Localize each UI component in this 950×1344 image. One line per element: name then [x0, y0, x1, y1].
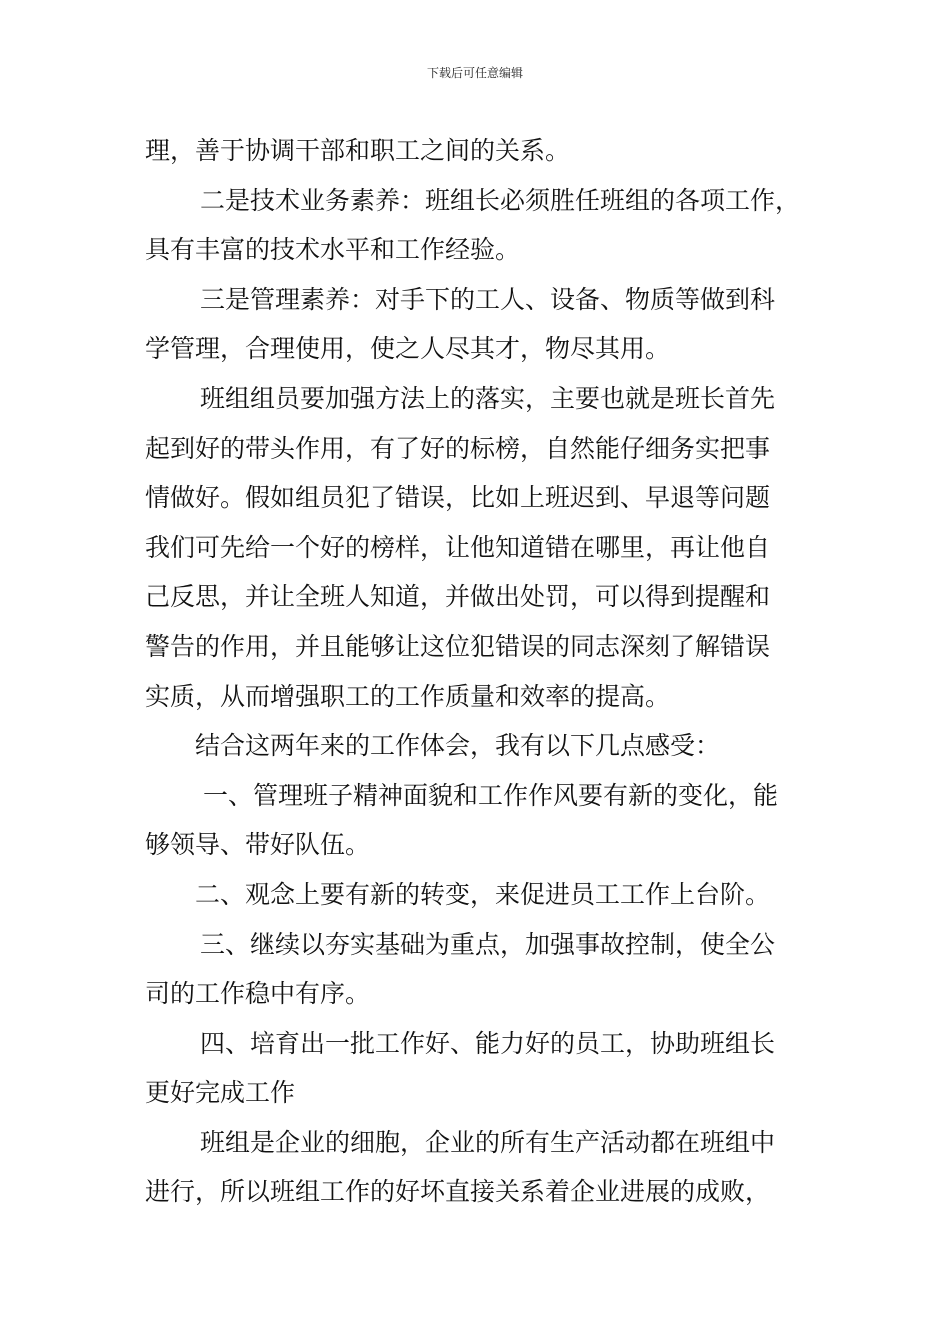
text-line: 班组是企业的细胞，企业的所有生产活动都在班组中	[200, 1127, 776, 1157]
text-line: 结合这两年来的工作体会，我有以下几点感受：	[195, 731, 721, 761]
document-body	[145, 126, 815, 1217]
text-line: 够领导、带好队伍。	[145, 830, 371, 860]
text-line: 警告的作用，并且能够让这位犯错误的同志深刻了解错误	[145, 631, 771, 661]
text-line: 学管理，合理使用，使之人尽其才，物尽其用。	[145, 334, 671, 364]
text-line: 具有丰富的技术水平和工作经验。	[145, 235, 521, 265]
text-line: 实质，从而增强职工的工作质量和效率的提高。	[145, 681, 671, 711]
page-header-note: 下载后可任意编辑	[426, 66, 523, 80]
text-line: 进行，所以班组工作的好坏直接关系着企业进展的成败，	[145, 1177, 771, 1207]
text-line: 四、培育出一批工作好、能力好的员工，协助班组长	[200, 1028, 776, 1058]
text-line: 司的工作稳中有序。	[145, 979, 371, 1009]
text-line: 情做好。假如组员犯了错误，比如上班迟到、早退等问题	[145, 483, 771, 513]
text-line: 起到好的带头作用，有了好的标榜，自然能仔细务实把事	[145, 433, 771, 463]
text-line: 二是技术业务素养：班组长必须胜任班组的各项工作，	[200, 185, 801, 215]
text-line: 一、管理班子精神面貌和工作作风要有新的变化，能	[203, 780, 779, 810]
text-line: 二、观念上要有新的转变，来促进员工工作上台阶。	[195, 879, 771, 909]
text-line: 三、继续以夯实基础为重点，加强事故控制，使全公	[200, 929, 776, 959]
text-line: 我们可先给一个好的榜样，让他知道错在哪里，再让他自	[145, 532, 771, 562]
text-line: 班组组员要加强方法上的落实，主要也就是班长首先	[200, 383, 776, 413]
text-line: 更好完成工作	[145, 1078, 296, 1108]
text-line: 理，善于协调干部和职工之间的关系。	[145, 136, 571, 165]
text-line: 己反思，并让全班人知道，并做出处罚，可以得到提醒和	[145, 582, 771, 612]
text-line: 三是管理素养：对手下的工人、设备、物质等做到科	[200, 284, 776, 314]
